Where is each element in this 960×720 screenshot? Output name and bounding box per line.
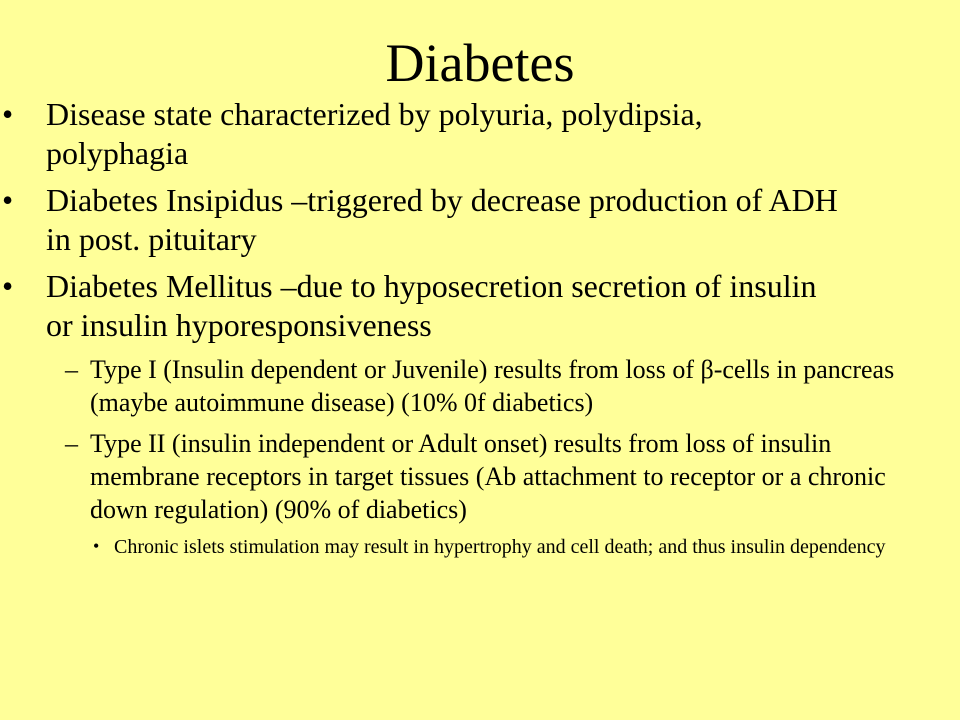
bullet-text: Disease state characterized by polyuria, polydipsia, polyphagia: [46, 96, 703, 171]
bullet-marker: •: [2, 182, 14, 218]
bullet-marker: •: [2, 268, 14, 304]
sub-bullet-text: Type I (Insulin dependent or Juvenile) results from loss of β-cells in pancreas (maybe autoimmune disease) (10% 0f diabetics): [90, 355, 895, 417]
dash-marker: –: [65, 429, 78, 458]
bullet-item-3: [0, 267, 850, 345]
slide-title: Diabetes: [385, 33, 575, 93]
bullet-item-1: [0, 95, 850, 173]
bullet-item-2: [0, 181, 850, 259]
bullet-text: Diabetes Insipidus –triggered by decrease production of ADH in post. pituitary: [46, 182, 838, 257]
bullet-marker: •: [2, 96, 14, 132]
sub-bullet-text: Type II (insulin independent or Adult onset) results from loss of insulin membrane receptors in target tissues (Ab attachment to receptor or a chronic down regulation) (90% of diabetics): [90, 429, 886, 524]
sub-sub-bullet-text: Chronic islets stimulation may result in hypertrophy and cell death; and thus insulin dependency: [114, 536, 886, 558]
sub-bullet-item-1: [0, 353, 922, 419]
dash-marker: –: [65, 355, 78, 384]
slide-content: [0, 95, 960, 560]
bullet-marker: •: [93, 536, 100, 556]
sub-sub-bullet-item-1: [0, 534, 900, 560]
bullet-text: Diabetes Mellitus –due to hyposecretion secretion of insulin or insulin hyporesponsiveness: [46, 268, 817, 343]
sub-bullet-item-2: [0, 427, 922, 526]
